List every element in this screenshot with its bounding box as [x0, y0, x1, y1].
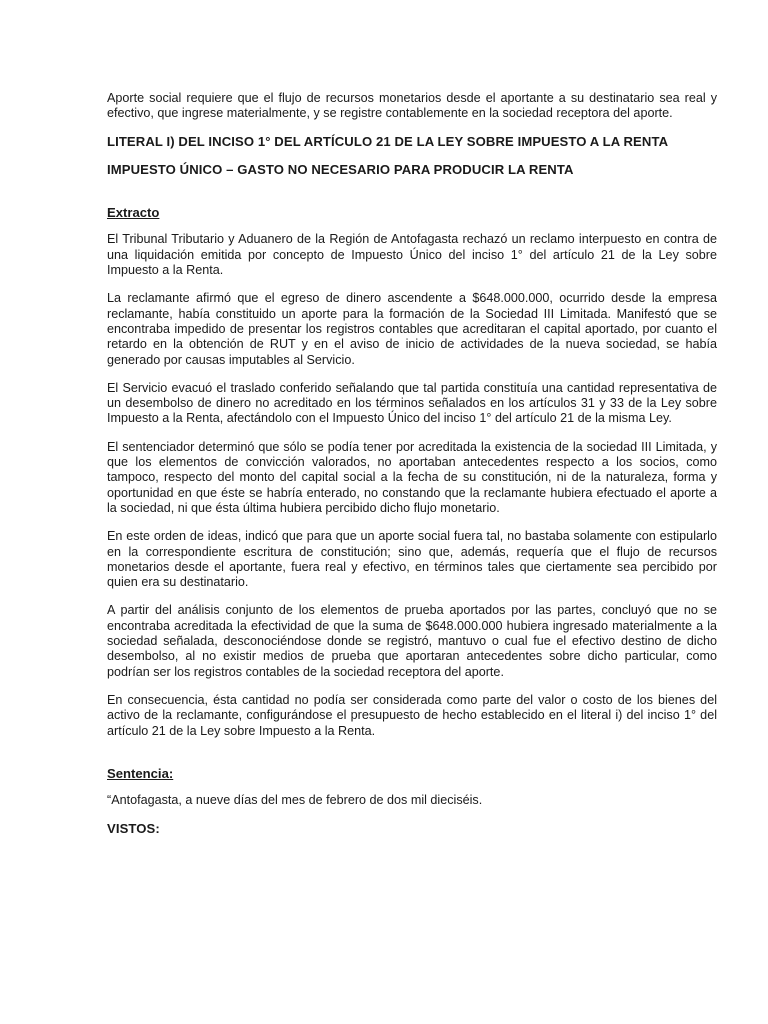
extracto-paragraph-7: En consecuencia, ésta cantidad no podía ser considerada como parte del valor o costo de los bienes del activo de la reclamante, configurándose el presupuesto de hecho establecido en el literal i) del inciso 1° del artículo 21 de la Ley sobre Impuesto a la Renta.: [107, 692, 717, 738]
document-page: [107, 91, 717, 837]
extracto-paragraph-6: A partir del análisis conjunto de los elementos de prueba aportados por las partes, concluyó que no se encontraba acreditada la efectividad de que la suma de $648.000.000 hubiera ingresado materialmente a la sociedad señalada, desconociéndose donde se registró, mantuvo o cual fue el efectivo destino de dicho desembolso, al no existir medios de prueba que aportaran antecedentes sobre dicho particular, como podrían ser los registros contables de la sociedad receptora del aporte.: [107, 603, 717, 679]
heading-impuesto-unico: IMPUESTO ÚNICO – GASTO NO NECESARIO PARA PRODUCIR LA RENTA: [107, 161, 574, 177]
heading-literal: LITERAL I) DEL INCISO 1° DEL ARTÍCULO 21 DE LA LEY SOBRE IMPUESTO A LA RENTA: [107, 133, 669, 149]
extracto-label: Extracto: [107, 205, 160, 221]
extracto-paragraph-3: El Servicio evacuó el traslado conferido señalando que tal partida constituía una cantidad representativa de un desembolso de dinero no acreditado en los términos señalados en los artículos 31 y 33 de la Ley sobre Impuesto a la Renta, afectándolo con el Impuesto Único del inciso 1° del artículo 21 de la misma Ley.: [107, 380, 717, 426]
extracto-paragraph-1: El Tribunal Tributario y Aduanero de la Región de Antofagasta rechazó un reclamo interpuesto en contra de una liquidación emitida por concepto de Impuesto Único del inciso 1° del artículo 21 de la Ley sobre Impuesto a la Renta.: [107, 232, 717, 278]
extracto-paragraph-5: En este orden de ideas, indicó que para que un aporte social fuera tal, no bastaba solamente con estipularlo en la correspondiente escritura de constitución; sino que, además, requería que el flujo de recursos monetarios desde el aportante, fuera real y efectivo, en términos tales que ciertamente sea percibido por quien era su destinatario.: [107, 529, 717, 590]
sentencia-label: Sentencia:: [107, 765, 174, 781]
extracto-paragraph-4: El sentenciador determinó que sólo se podía tener por acreditada la existencia de la sociedad III Limitada, y que los elementos de convicción valorados, no aportaban antecedentes respecto a los socios, como tampoco, respecto del monto del capital social a la fecha de su constitución, ni de la naturaleza, forma y oportunidad en que éste se habría enterado, no constando que la reclamante hubiera efectuado el aporte a la sociedad, ni que ésta última hubiera percibido dicho flujo monetario.: [107, 439, 717, 515]
extracto-paragraph-2: La reclamante afirmó que el egreso de dinero ascendente a $648.000.000, ocurrido desde la empresa reclamante, había constituido un aporte para la formación de la Sociedad III Limitada. Manifestó que se encontraba impedido de presentar los registros contables que acreditaran el capital aportado, por cuanto el retardo en la obtención de RUT y en el aviso de inicio de actividades de la nueva sociedad, se había generado por causas imputables al Servicio.: [107, 291, 717, 367]
intro-paragraph: Aporte social requiere que el flujo de recursos monetarios desde el aportante a su destinatario sea real y efectivo, que ingrese materialmente, y se registre contablemente en la sociedad receptora del aporte.: [107, 91, 717, 121]
vistos-label: VISTOS:: [107, 821, 160, 837]
sentencia-date-line: “Antofagasta, a nueve días del mes de febrero de dos mil dieciséis.: [107, 793, 483, 808]
